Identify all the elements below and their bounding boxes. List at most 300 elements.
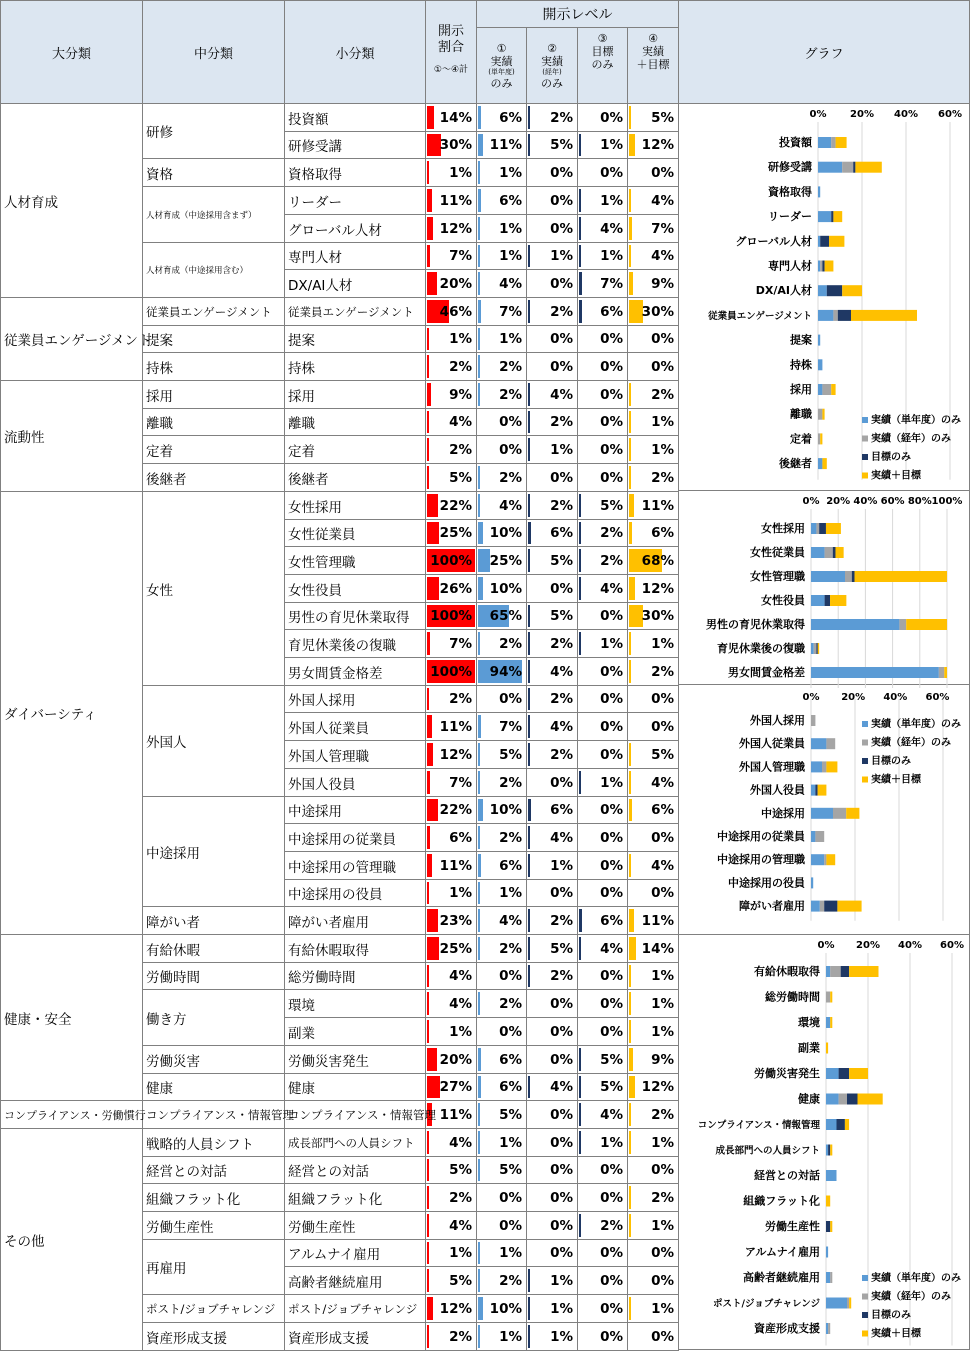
bar-segment [837, 901, 861, 912]
percent-sign: % [508, 857, 522, 874]
subgroup-cell [143, 381, 285, 409]
row-sho-cell [285, 132, 426, 159]
ratio-value: 27 [439, 1079, 459, 1095]
percent-sign: % [559, 137, 573, 153]
ratio-bar [427, 992, 429, 1015]
level-cell [578, 547, 628, 575]
level-bar [478, 1325, 480, 1348]
ratio-value: 7 [449, 248, 459, 264]
percent-sign: % [559, 469, 573, 486]
bar-segment [830, 595, 846, 606]
percent-sign: % [559, 1328, 573, 1345]
row-sho-cell [285, 1129, 426, 1157]
ratio-value: 12 [439, 746, 459, 763]
percent-sign: % [609, 1023, 623, 1040]
category-label: 専門人材 [768, 259, 812, 273]
category-label: 外国人従業員 [739, 737, 805, 751]
level-cell [628, 1157, 679, 1184]
level-value: 1 [550, 441, 560, 458]
row-sho-cell [285, 1184, 426, 1212]
level-cell [628, 963, 679, 990]
row-sho-cell [285, 520, 426, 547]
level-value: 0 [600, 1162, 610, 1178]
level-cell [578, 409, 628, 436]
level-value: 0 [550, 358, 560, 375]
level-value: 2 [499, 358, 509, 375]
level-cell [527, 852, 578, 880]
tick-label: 40% [883, 692, 908, 703]
percent-sign: % [609, 1245, 623, 1261]
bar-segment [826, 523, 841, 534]
level-cell [477, 492, 527, 520]
ratio-cell [426, 1240, 477, 1267]
row-sho-cell [285, 464, 426, 492]
level-value: 1 [651, 1300, 661, 1317]
level-value: 0 [600, 414, 610, 430]
percent-sign: % [559, 718, 573, 735]
subgroup-cell [143, 1240, 285, 1295]
percent-sign: % [660, 275, 674, 292]
header-l4-num: ④ [648, 32, 658, 45]
percent-sign: % [660, 1272, 674, 1289]
bar-segment [830, 992, 832, 1003]
percent-sign: % [660, 1106, 674, 1123]
level-bar [528, 106, 530, 129]
level-value: 0 [600, 331, 610, 347]
subgroup-cell [143, 159, 285, 187]
level-value: 10 [489, 1300, 509, 1317]
subgroup-label: 女性 [146, 582, 173, 599]
level-bar [478, 466, 480, 489]
level-value: 7 [651, 220, 661, 237]
percent-sign: % [458, 746, 472, 763]
row-sho-cell [285, 741, 426, 769]
row-sho-cell [285, 298, 426, 326]
bar-segment [811, 831, 815, 842]
level-bar [528, 799, 531, 821]
level-value: 4 [550, 386, 560, 403]
percent-sign: % [559, 857, 573, 874]
row-sho-cell [285, 409, 426, 436]
percent-sign: % [559, 386, 573, 403]
level-value: 2 [651, 1189, 661, 1206]
percent-sign: % [458, 220, 472, 237]
level-value: 9 [651, 1051, 661, 1068]
level-cell [628, 1323, 679, 1351]
percent-sign: % [660, 164, 674, 181]
ratio-bar [427, 1242, 429, 1264]
level-cell [527, 935, 578, 963]
percent-sign: % [508, 1245, 522, 1261]
level-cell [477, 132, 527, 159]
level-value: 2 [550, 912, 560, 929]
level-cell [628, 215, 679, 243]
level-value: 2 [550, 691, 560, 707]
header-ratio-line2: 割合 [437, 40, 464, 55]
ratio-bar [427, 217, 433, 240]
ratio-value: 2 [449, 1328, 459, 1345]
percent-sign: % [559, 635, 573, 652]
percent-sign: % [609, 275, 623, 292]
row-sho-cell [285, 353, 426, 381]
percent-sign: % [508, 635, 522, 652]
level-cell [527, 1240, 578, 1267]
bar-segment [818, 433, 820, 444]
legend-label: 目標のみ [871, 756, 911, 767]
subgroup-label: 障がい者 [146, 914, 200, 931]
level-bar [528, 605, 530, 627]
category-label: 副業 [798, 1041, 820, 1055]
level-cell [578, 990, 628, 1018]
level-bar [478, 217, 480, 240]
percent-sign: % [508, 663, 522, 680]
bar-segment [841, 966, 849, 977]
percent-sign: % [458, 1134, 472, 1151]
category-label: 外国人採用 [750, 714, 805, 727]
bar-segment [852, 571, 855, 582]
percent-sign: % [609, 1106, 623, 1123]
bar-segment [829, 236, 844, 247]
subgroup-label: 労働災害 [146, 1053, 200, 1070]
ratio-value: 2 [449, 358, 459, 375]
header-l1-c: のみ [490, 76, 513, 90]
header-l3-a: 目標 [591, 45, 614, 58]
subgroup-label: 人材育成（中途採用含む） [146, 266, 249, 276]
level-cell [628, 1101, 679, 1129]
ratio-bar [427, 826, 430, 849]
level-value: 1 [550, 248, 560, 264]
ratio-bar [427, 1131, 429, 1154]
percent-sign: % [609, 774, 623, 791]
level-cell [477, 1101, 527, 1129]
level-cell [628, 769, 679, 797]
level-cell [578, 104, 628, 132]
percent-sign: % [458, 497, 472, 514]
level-bar [579, 494, 581, 517]
tick-label: 40% [898, 940, 922, 951]
graph-panel [679, 935, 970, 1350]
bar-segment [818, 335, 820, 346]
bar-segment [818, 162, 842, 173]
percent-sign: % [559, 164, 573, 181]
percent-sign: % [559, 774, 573, 791]
bar-segment [816, 523, 819, 534]
bar-segment [839, 1094, 847, 1105]
percent-sign: % [508, 1106, 522, 1123]
row-sho-cell [285, 1295, 426, 1323]
bar-segment [858, 1094, 883, 1105]
row-sho-cell [285, 907, 426, 935]
percent-sign: % [458, 885, 472, 901]
bar-segment [818, 310, 833, 321]
level-value: 5 [651, 746, 661, 763]
level-bar [478, 1103, 480, 1126]
level-cell [628, 520, 679, 547]
percent-sign: % [508, 885, 522, 901]
bar-segment [826, 1094, 839, 1105]
bar-segment [811, 715, 815, 726]
level-value: 6 [651, 525, 661, 541]
legend-label: 実績（経年）のみ [871, 1291, 951, 1303]
level-cell [477, 963, 527, 990]
row-sho-label: 資産形成支援 [288, 1330, 369, 1347]
level-bar [528, 522, 531, 544]
percent-sign: % [559, 1079, 573, 1095]
level-cell [628, 409, 679, 436]
level-cell [578, 658, 628, 686]
percent-sign: % [508, 968, 522, 984]
level-cell [628, 464, 679, 492]
level-bar [528, 1297, 530, 1320]
level-value: 0 [499, 1189, 509, 1206]
row-sho-label: 男性の育児休業取得 [288, 610, 410, 626]
row-sho-cell [285, 215, 426, 243]
level-cell [527, 1046, 578, 1074]
level-cell [628, 1212, 679, 1240]
level-cell [527, 1157, 578, 1184]
level-bar [478, 245, 480, 267]
category-label: 女性役員 [761, 594, 805, 607]
level-cell [628, 1018, 679, 1046]
legend-swatch [862, 740, 868, 746]
percent-sign: % [660, 1328, 674, 1345]
percent-sign: % [508, 995, 522, 1012]
level-cell [628, 713, 679, 741]
legend-swatch [862, 473, 868, 479]
header-ratio-line1: 開示 [437, 24, 464, 39]
ratio-value: 4 [449, 414, 459, 430]
level-value: 0 [550, 1106, 560, 1123]
level-cell [628, 852, 679, 880]
bar-segment [826, 1068, 839, 1079]
level-bar [579, 1076, 581, 1098]
ratio-cell [426, 132, 477, 159]
subgroup-cell [143, 409, 285, 436]
percent-sign: % [609, 1079, 623, 1095]
bar-segment [811, 571, 845, 582]
level-value: 30 [641, 608, 661, 624]
level-value: 0 [651, 829, 661, 846]
level-value: 12 [641, 137, 661, 153]
subgroup-cell [143, 990, 285, 1046]
percent-sign: % [458, 552, 472, 569]
percent-sign: % [458, 1189, 472, 1206]
row-sho-cell [285, 1157, 426, 1184]
level-bar [528, 660, 530, 683]
level-cell [578, 880, 628, 907]
bar-segment [811, 877, 813, 888]
percent-sign: % [508, 1079, 522, 1095]
percent-sign: % [559, 912, 573, 929]
level-cell [578, 1240, 628, 1267]
level-value: 2 [499, 995, 509, 1012]
ratio-cell [426, 603, 477, 630]
bar-segment [835, 547, 843, 558]
percent-sign: % [458, 718, 472, 735]
bar-segment [847, 1298, 849, 1309]
ratio-cell [426, 381, 477, 409]
stacked-bar-chart [679, 685, 969, 935]
level-cell [527, 1184, 578, 1212]
level-value: 0 [600, 857, 610, 874]
level-cell [477, 1295, 527, 1323]
graph-panel [679, 685, 970, 935]
category-label: 従業員エンゲージメント [708, 310, 812, 322]
percent-sign: % [458, 1079, 472, 1095]
level-value: 6 [550, 525, 560, 541]
level-value: 5 [550, 552, 560, 569]
subgroup-label: 戦略的人員シフト [146, 1136, 254, 1153]
group-label: 流動性 [4, 430, 45, 446]
header-l2-a: 実績 [541, 54, 563, 68]
level-value: 0 [499, 441, 509, 458]
subgroup-label: 経営との対話 [146, 1164, 227, 1180]
level-bar [629, 106, 631, 129]
level-bar [579, 909, 582, 932]
level-bar [579, 771, 581, 794]
percent-sign: % [660, 552, 674, 569]
subgroup-label: 外国人 [146, 735, 187, 751]
ratio-cell [426, 159, 477, 187]
level-value: 10 [489, 580, 509, 597]
group-cell [0, 104, 143, 298]
percent-sign: % [660, 109, 674, 126]
level-value: 1 [651, 1134, 661, 1151]
level-cell [527, 1129, 578, 1157]
level-value: 0 [651, 885, 661, 901]
legend-label: 目標のみ [871, 1310, 911, 1321]
level-cell [578, 852, 628, 880]
ratio-cell [426, 243, 477, 270]
ratio-bar [427, 1076, 440, 1098]
ratio-value: 30 [439, 137, 459, 153]
level-cell [628, 575, 679, 603]
level-value: 0 [550, 774, 560, 791]
ratio-value: 20 [439, 275, 459, 292]
row-sho-label: 経営との対話 [288, 1164, 369, 1180]
percent-sign: % [609, 137, 623, 153]
ratio-cell [426, 741, 477, 769]
ratio-cell [426, 215, 477, 243]
tick-label: 0% [817, 940, 835, 951]
bar-segment [944, 667, 947, 678]
level-bar [629, 494, 634, 517]
level-cell [477, 1018, 527, 1046]
ratio-value: 5 [449, 469, 459, 486]
level-cell [477, 880, 527, 907]
bar-segment [826, 1119, 837, 1130]
percent-sign: % [660, 829, 674, 846]
level-cell [578, 1101, 628, 1129]
bar-segment [826, 854, 835, 865]
percent-sign: % [609, 441, 623, 458]
level-bar [478, 799, 483, 821]
category-label: 女性従業員 [750, 546, 805, 559]
level-value: 1 [600, 635, 610, 652]
percent-sign: % [458, 580, 472, 597]
percent-sign: % [508, 358, 522, 375]
level-bar [629, 1020, 631, 1043]
bar-segment [830, 1272, 832, 1283]
stacked-bar-chart [679, 491, 969, 703]
percent-sign: % [559, 497, 573, 514]
level-value: 0 [651, 718, 661, 735]
level-value: 1 [499, 885, 509, 901]
level-bar [528, 300, 530, 323]
ratio-cell [426, 436, 477, 464]
subgroup-label: 離職 [146, 416, 173, 432]
level-cell [628, 1046, 679, 1074]
level-value: 9 [651, 275, 661, 292]
level-bar [528, 1076, 530, 1098]
level-value: 0 [600, 608, 610, 624]
bar-segment [833, 211, 842, 222]
percent-sign: % [508, 137, 522, 153]
bar-segment [830, 1017, 832, 1028]
percent-sign: % [609, 1162, 623, 1178]
category-label: 男性の育児休業取得 [706, 618, 805, 631]
legend-swatch [862, 1294, 868, 1300]
level-value: 0 [600, 968, 610, 984]
level-bar [629, 992, 631, 1015]
level-cell [527, 326, 578, 353]
row-sho-cell [285, 243, 426, 270]
percent-sign: % [609, 1051, 623, 1068]
level-cell [578, 713, 628, 741]
category-label: 研修受講 [768, 160, 812, 174]
subgroup-cell [143, 298, 285, 326]
level-bar [478, 577, 483, 600]
ratio-cell [426, 1046, 477, 1074]
row-sho-cell [285, 935, 426, 963]
level-value: 30 [641, 303, 661, 320]
ratio-cell [426, 797, 477, 824]
level-bar [629, 1103, 631, 1126]
subgroup-cell [143, 1323, 285, 1351]
level-value: 7 [499, 718, 509, 735]
level-value: 0 [651, 1162, 661, 1178]
subgroup-label: 健康 [146, 1081, 173, 1097]
level-value: 2 [550, 635, 560, 652]
level-cell [628, 132, 679, 159]
level-value: 0 [651, 358, 661, 375]
bar-segment [818, 785, 827, 796]
level-value: 0 [550, 1051, 560, 1068]
bar-segment [816, 643, 817, 654]
level-cell [628, 187, 679, 215]
percent-sign: % [609, 1272, 623, 1289]
level-value: 0 [550, 1245, 560, 1261]
level-value: 5 [600, 1079, 610, 1095]
level-value: 0 [550, 275, 560, 292]
level-cell [578, 381, 628, 409]
subgroup-cell [143, 1295, 285, 1323]
level-cell [527, 104, 578, 132]
percent-sign: % [458, 441, 472, 458]
subgroup-cell [143, 1074, 285, 1101]
row-sho-label: 障がい者雇用 [288, 914, 369, 931]
header-l2-num: ② [547, 41, 557, 55]
level-value: 6 [600, 912, 610, 929]
level-value: 6 [651, 802, 661, 818]
bar-segment [824, 854, 826, 865]
percent-sign: % [559, 109, 573, 126]
percent-sign: % [458, 192, 472, 209]
ratio-cell [426, 686, 477, 713]
level-value: 6 [600, 303, 610, 320]
level-cell [578, 769, 628, 797]
level-cell [527, 436, 578, 464]
